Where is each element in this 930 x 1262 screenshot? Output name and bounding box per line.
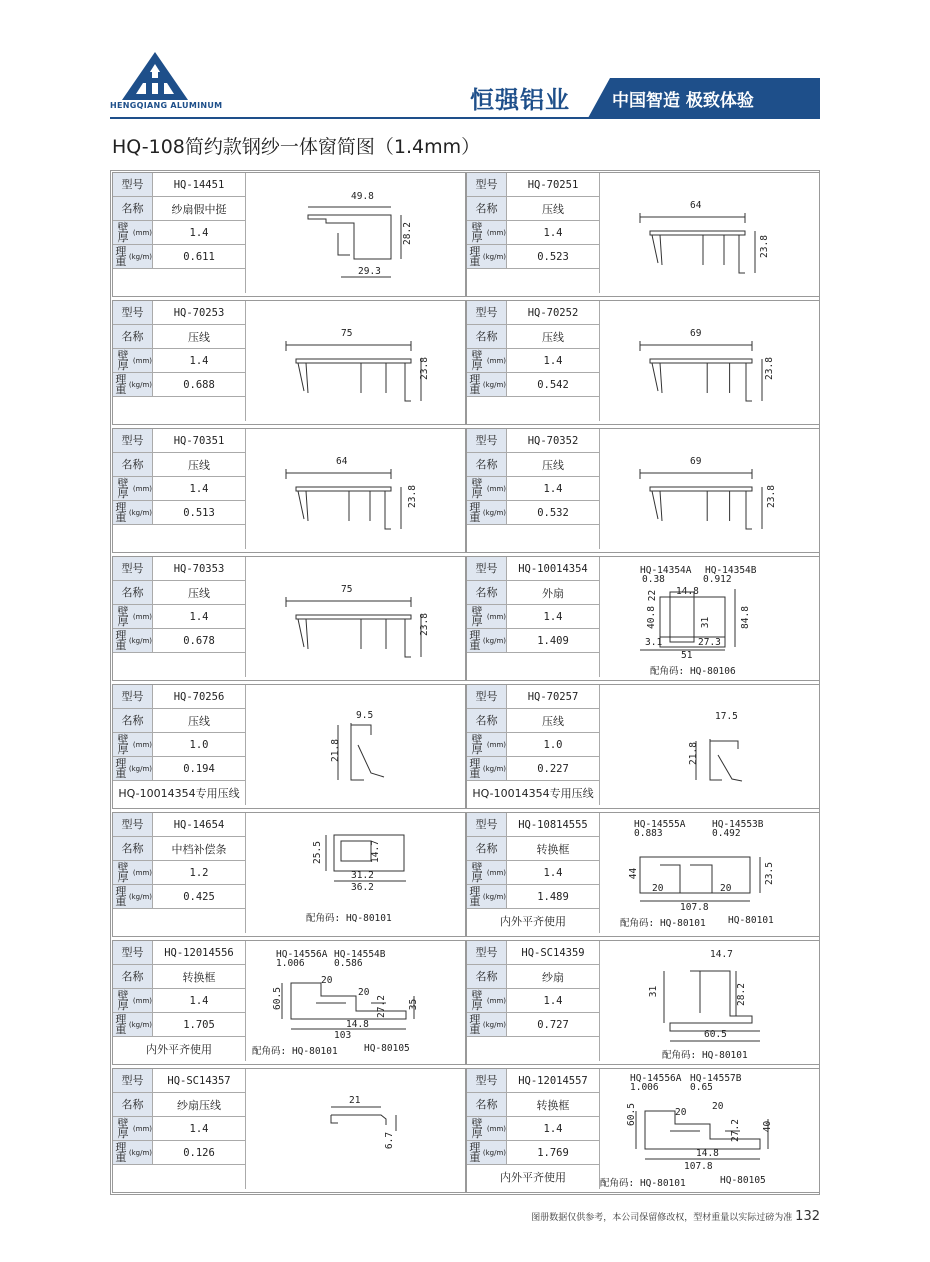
profile-drawing — [600, 685, 819, 808]
weight-label: 理重 (kg/m) — [113, 1013, 153, 1036]
dimension-label: 14.7 — [369, 840, 381, 863]
dimension-label: 31.2 — [351, 870, 374, 881]
profile-drawing — [600, 1069, 819, 1192]
dimension-label: 配角码: HQ-80101 — [252, 1046, 338, 1057]
dimension-label: 27.2 — [375, 995, 387, 1018]
profile-shape — [600, 429, 819, 552]
wall-label: 壁厚 (mm) — [113, 349, 153, 372]
profile-card — [466, 172, 820, 297]
profile-card — [112, 940, 466, 1065]
wall-value: 1.2 — [189, 866, 209, 879]
wall-value: 1.4 — [543, 994, 563, 1007]
weight-value: 0.126 — [183, 1146, 215, 1159]
name-value: 压线 — [542, 458, 564, 472]
spec-table — [467, 685, 600, 805]
weight-value: 0.542 — [537, 378, 569, 391]
wall-label: 壁厚 (mm) — [467, 477, 507, 500]
usage-note: 内外平齐使用 — [146, 1043, 212, 1056]
dimension-label: 20 — [720, 883, 732, 894]
name-value: 中档补偿条 — [171, 842, 227, 856]
dimension-label: HQ-80105 — [720, 1175, 766, 1186]
profile-shape — [600, 685, 819, 808]
model-value: HQ-70257 — [527, 690, 579, 703]
dimension-label: 23.8 — [763, 357, 775, 380]
usage-note — [113, 525, 245, 549]
profile-card — [112, 172, 466, 297]
model-value: HQ-SC14357 — [167, 1074, 231, 1087]
spec-table — [113, 685, 246, 805]
profile-card — [466, 940, 820, 1065]
weight-label: 理重 (kg/m) — [467, 1013, 507, 1036]
dimension-label: 69 — [690, 328, 702, 339]
profile-shape — [600, 173, 819, 296]
wall-value: 1.0 — [543, 738, 563, 751]
name-value: 压线 — [188, 586, 210, 600]
wall-label: 壁厚 (mm) — [113, 1117, 153, 1140]
dimension-label: 9.5 — [356, 710, 374, 721]
dimension-label: 64 — [336, 456, 348, 467]
model-label: 型号 — [113, 173, 153, 196]
name-label: 名称 — [467, 325, 507, 348]
name-label: 名称 — [467, 1093, 507, 1116]
wall-value: 1.4 — [189, 610, 209, 623]
spec-table — [467, 813, 600, 933]
profile-drawing — [246, 173, 465, 296]
dimension-label: 25.5 — [311, 841, 323, 864]
profile-shape — [246, 301, 465, 424]
name-label: 名称 — [113, 1093, 153, 1116]
profile-drawing — [246, 941, 465, 1064]
name-value: 压线 — [542, 202, 564, 216]
wall-label: 壁厚 (mm) — [467, 861, 507, 884]
dimension-label: 3.1 — [645, 637, 663, 648]
model-label: 型号 — [113, 301, 153, 324]
spec-table — [467, 301, 600, 421]
name-label: 名称 — [467, 581, 507, 604]
profile-drawing — [600, 941, 819, 1064]
spec-table — [467, 941, 600, 1061]
spec-table — [113, 173, 246, 293]
dimension-label: 103 — [334, 1030, 352, 1041]
model-label: 型号 — [467, 557, 507, 580]
name-label: 名称 — [113, 965, 153, 988]
wall-value: 1.4 — [189, 482, 209, 495]
model-label: 型号 — [467, 813, 507, 836]
spec-table — [113, 301, 246, 421]
profile-card — [466, 1068, 820, 1193]
profile-drawing — [600, 557, 819, 680]
wall-label: 壁厚 (mm) — [467, 733, 507, 756]
name-label: 名称 — [467, 965, 507, 988]
wall-value: 1.4 — [189, 994, 209, 1007]
dimension-label: 14.8 — [676, 586, 699, 597]
dimension-label: 49.8 — [351, 191, 374, 202]
spec-table — [113, 429, 246, 549]
wall-value: 1.4 — [189, 226, 209, 239]
dimension-label: 23.8 — [418, 357, 430, 380]
profile-shape — [600, 301, 819, 424]
dimension-label: HQ-80101 — [728, 915, 774, 926]
dimension-label: 14.8 — [696, 1148, 719, 1159]
header-divider — [110, 117, 820, 119]
profile-drawing — [600, 813, 819, 936]
slogan: 中国智造 极致体验 — [612, 91, 754, 111]
profile-card — [466, 428, 820, 553]
wall-value: 1.4 — [189, 354, 209, 367]
profile-drawing — [246, 1069, 465, 1192]
model-label: 型号 — [467, 173, 507, 196]
name-value: 压线 — [542, 330, 564, 344]
footer-note: 图册数据仅供参考，本公司保留修改权，型材重量以实际过磅为准 132 — [531, 1209, 820, 1224]
profile-card — [112, 556, 466, 681]
usage-note — [113, 269, 245, 293]
profile-card — [112, 428, 466, 553]
usage-note — [467, 1037, 599, 1061]
usage-note — [467, 653, 599, 677]
dimension-label: 14.8 — [346, 1019, 369, 1030]
profile-card — [112, 1068, 466, 1193]
wall-value: 1.0 — [189, 738, 209, 751]
weight-value: 0.678 — [183, 634, 215, 647]
profile-card — [112, 684, 466, 809]
dimension-label: 75 — [341, 328, 353, 339]
weight-label: 理重 (kg/m) — [113, 885, 153, 908]
dimension-label: 23.8 — [418, 613, 430, 636]
model-value: HQ-70352 — [527, 434, 579, 447]
model-label: 型号 — [113, 557, 153, 580]
weight-label: 理重 (kg/m) — [113, 245, 153, 268]
dimension-label: 22 — [647, 589, 659, 602]
dimension-label: 配角码: HQ-80101 — [306, 913, 392, 924]
dimension-label: 20 — [321, 975, 333, 986]
weight-label: 理重 (kg/m) — [467, 501, 507, 524]
spec-table — [467, 557, 600, 677]
weight-label: 理重 (kg/m) — [467, 1141, 507, 1164]
model-label: 型号 — [113, 429, 153, 452]
name-value: 转换框 — [536, 1098, 570, 1112]
wall-value: 1.4 — [543, 482, 563, 495]
wall-label: 壁厚 (mm) — [467, 989, 507, 1012]
dimension-label: 75 — [341, 584, 353, 595]
name-label: 名称 — [467, 709, 507, 732]
dimension-label: HQ-14555A — [634, 819, 686, 830]
dimension-label: 64 — [690, 200, 702, 211]
weight-value: 1.409 — [537, 634, 569, 647]
name-value: 压线 — [188, 714, 210, 728]
name-value: 纱扇压线 — [177, 1098, 221, 1112]
dimension-label: 60.5 — [625, 1103, 637, 1126]
model-value: HQ-70253 — [173, 306, 225, 319]
model-value: HQ-14654 — [173, 818, 225, 831]
profile-card — [466, 300, 820, 425]
name-label: 名称 — [113, 453, 153, 476]
usage-note: HQ-10014354专用压线 — [118, 787, 240, 800]
model-label: 型号 — [467, 941, 507, 964]
weight-value: 0.727 — [537, 1018, 569, 1031]
usage-note: 内外平齐使用 — [500, 915, 566, 928]
model-value: HQ-10014354 — [518, 562, 588, 575]
weight-label: 理重 (kg/m) — [113, 1141, 153, 1164]
spec-table — [113, 813, 246, 933]
model-value: HQ-70252 — [527, 306, 579, 319]
usage-note — [467, 397, 599, 421]
dimension-label: 44 — [628, 867, 640, 880]
wall-label: 壁厚 (mm) — [113, 733, 153, 756]
dimension-label: 51 — [681, 650, 693, 661]
profile-shape — [246, 1069, 465, 1192]
weight-label: 理重 (kg/m) — [113, 757, 153, 780]
dimension-label: 40 — [762, 1120, 774, 1133]
name-value: 纱扇假中挺 — [171, 202, 227, 216]
model-value: HQ-10814555 — [518, 818, 588, 831]
weight-value: 0.688 — [183, 378, 215, 391]
dimension-label: 84.8 — [739, 606, 751, 629]
page-title: HQ-108简约款钢纱一体窗简图（1.4mm） — [112, 136, 481, 158]
profile-card — [466, 684, 820, 809]
profile-card — [466, 812, 820, 937]
weight-label: 理重 (kg/m) — [113, 629, 153, 652]
dimension-label: 107.8 — [680, 902, 709, 913]
wall-value: 1.4 — [543, 610, 563, 623]
dimension-label: HQ-80105 — [364, 1043, 410, 1054]
dimension-label: 28.2 — [401, 222, 413, 245]
brand-name: 恒强铝业 — [470, 86, 570, 114]
dimension-label: 1.006 — [276, 958, 305, 969]
weight-label: 理重 (kg/m) — [467, 373, 507, 396]
dimension-label: 配角码: HQ-80106 — [650, 666, 736, 677]
name-label: 名称 — [113, 197, 153, 220]
profile-shape — [246, 429, 465, 552]
model-label: 型号 — [467, 1069, 507, 1092]
model-value: HQ-70251 — [527, 178, 579, 191]
name-label: 名称 — [467, 197, 507, 220]
weight-value: 0.523 — [537, 250, 569, 263]
usage-note — [113, 909, 245, 933]
dimension-label: 20 — [358, 987, 370, 998]
usage-note: 内外平齐使用 — [500, 1171, 566, 1184]
dimension-label: 0.912 — [703, 574, 732, 585]
model-value: HQ-14451 — [173, 178, 225, 191]
profile-drawing — [246, 429, 465, 552]
weight-value: 0.611 — [183, 250, 215, 263]
usage-note — [113, 653, 245, 677]
model-label: 型号 — [467, 429, 507, 452]
dimension-label: HQ-14556A — [276, 949, 328, 960]
model-value: HQ-70353 — [173, 562, 225, 575]
dimension-label: 0.883 — [634, 828, 663, 839]
dimension-label: 配角码: HQ-80101 — [662, 1050, 748, 1061]
profile-shape — [246, 557, 465, 680]
model-value: HQ-12014557 — [518, 1074, 588, 1087]
dimension-label: 107.8 — [684, 1161, 713, 1172]
name-label: 名称 — [113, 709, 153, 732]
weight-label: 理重 (kg/m) — [467, 245, 507, 268]
profile-card — [112, 300, 466, 425]
dimension-label: 27.3 — [698, 637, 721, 648]
weight-label: 理重 (kg/m) — [113, 373, 153, 396]
dimension-label: 0.38 — [642, 574, 665, 585]
dimension-label: 配角码: HQ-80101 — [620, 918, 706, 929]
wall-value: 1.4 — [543, 226, 563, 239]
profile-drawing — [246, 813, 465, 936]
wall-label: 壁厚 (mm) — [467, 1117, 507, 1140]
model-label: 型号 — [467, 301, 507, 324]
wall-label: 壁厚 (mm) — [113, 861, 153, 884]
dimension-label: 31 — [648, 985, 660, 998]
name-value: 纱扇 — [542, 970, 564, 984]
spec-table — [113, 941, 246, 1061]
dimension-label: 69 — [690, 456, 702, 467]
dimension-label: 60.5 — [704, 1029, 727, 1040]
dimension-label: 17.5 — [715, 711, 738, 722]
model-label: 型号 — [113, 941, 153, 964]
wall-label: 壁厚 (mm) — [467, 349, 507, 372]
dimension-label: 36.2 — [351, 882, 374, 893]
dimension-label: 20 — [675, 1107, 687, 1118]
model-value: HQ-SC14359 — [521, 946, 585, 959]
name-value: 压线 — [188, 330, 210, 344]
profile-shape — [246, 685, 465, 808]
name-label: 名称 — [467, 453, 507, 476]
name-value: 转换框 — [536, 842, 570, 856]
wall-label: 壁厚 (mm) — [467, 605, 507, 628]
weight-label: 理重 (kg/m) — [113, 501, 153, 524]
model-value: HQ-70351 — [173, 434, 225, 447]
wall-value: 1.4 — [543, 354, 563, 367]
wall-label: 壁厚 (mm) — [113, 605, 153, 628]
weight-value: 1.769 — [537, 1146, 569, 1159]
dimension-label: 14.7 — [710, 949, 733, 960]
usage-note — [113, 397, 245, 421]
spec-table — [113, 1069, 246, 1189]
spec-table — [467, 173, 600, 293]
name-value: 转换框 — [182, 970, 216, 984]
weight-value: 1.489 — [537, 890, 569, 903]
profile-drawing — [600, 301, 819, 424]
dimension-label: 21.8 — [329, 739, 341, 762]
profile-drawing — [246, 301, 465, 424]
name-value: 压线 — [188, 458, 210, 472]
usage-note — [467, 525, 599, 549]
wall-label: 壁厚 (mm) — [113, 221, 153, 244]
wall-value: 1.4 — [543, 866, 563, 879]
wall-label: 壁厚 (mm) — [113, 477, 153, 500]
dimension-label: 0.65 — [690, 1082, 713, 1093]
dimension-label: 23.5 — [763, 862, 775, 885]
name-value: 外扇 — [542, 586, 564, 600]
name-value: 压线 — [542, 714, 564, 728]
model-value: HQ-12014556 — [164, 946, 234, 959]
dimension-label: 23.8 — [758, 235, 770, 258]
model-label: 型号 — [113, 685, 153, 708]
dimension-label: 6.7 — [384, 1131, 396, 1150]
dimension-label: 23.8 — [406, 485, 418, 508]
profile-drawing — [600, 429, 819, 552]
logo-text: HENGQIANG ALUMINUM — [110, 101, 223, 110]
profile-drawing — [246, 685, 465, 808]
spec-table — [467, 429, 600, 549]
catalog-grid — [110, 170, 820, 1195]
weight-value: 0.513 — [183, 506, 215, 519]
dimension-label: 35 — [408, 998, 420, 1011]
profile-card — [112, 812, 466, 937]
profile-drawing — [246, 557, 465, 680]
dimension-label: 20 — [712, 1101, 724, 1112]
dimension-label: 0.492 — [712, 828, 741, 839]
dimension-label: 21.8 — [687, 742, 699, 765]
weight-value: 0.532 — [537, 506, 569, 519]
wall-value: 1.4 — [543, 1122, 563, 1135]
dimension-label: 23.8 — [765, 485, 777, 508]
profile-drawing — [600, 173, 819, 296]
model-label: 型号 — [113, 813, 153, 836]
spec-table — [467, 1069, 600, 1189]
name-label: 名称 — [113, 837, 153, 860]
model-value: HQ-70256 — [173, 690, 225, 703]
usage-note — [467, 269, 599, 293]
wall-label: 壁厚 (mm) — [113, 989, 153, 1012]
wall-value: 1.4 — [189, 1122, 209, 1135]
dimension-label: HQ-14354B — [705, 565, 757, 576]
dimension-label: HQ-14553B — [712, 819, 764, 830]
weight-label: 理重 (kg/m) — [467, 629, 507, 652]
usage-note — [113, 1165, 245, 1189]
name-label: 名称 — [113, 325, 153, 348]
weight-value: 0.194 — [183, 762, 215, 775]
dimension-label: HQ-14554B — [334, 949, 386, 960]
weight-value: 0.227 — [537, 762, 569, 775]
weight-value: 0.425 — [183, 890, 215, 903]
dimension-label: 21 — [349, 1095, 361, 1106]
model-label: 型号 — [113, 1069, 153, 1092]
dimension-label: HQ-14556A — [630, 1073, 682, 1084]
dimension-label: HQ-14557B — [690, 1073, 742, 1084]
dimension-label: 40.8 — [645, 606, 657, 629]
weight-value: 1.705 — [183, 1018, 215, 1031]
dimension-label: 配角码: HQ-80101 — [600, 1178, 686, 1189]
profile-card — [466, 556, 820, 681]
dimension-label: 1.006 — [630, 1082, 659, 1093]
name-label: 名称 — [467, 837, 507, 860]
wall-label: 壁厚 (mm) — [467, 221, 507, 244]
dimension-label: 27.2 — [729, 1119, 741, 1142]
spec-table — [113, 557, 246, 677]
name-label: 名称 — [113, 581, 153, 604]
dimension-label: 28.2 — [735, 983, 747, 1006]
weight-label: 理重 (kg/m) — [467, 885, 507, 908]
model-label: 型号 — [467, 685, 507, 708]
usage-note: HQ-10014354专用压线 — [472, 787, 594, 800]
dimension-label: 31 — [700, 616, 712, 629]
dimension-label: 29.3 — [358, 266, 381, 277]
dimension-label: 0.586 — [334, 958, 363, 969]
dimension-label: HQ-14354A — [640, 565, 692, 576]
dimension-label: 20 — [652, 883, 664, 894]
weight-label: 理重 (kg/m) — [467, 757, 507, 780]
dimension-label: 60.5 — [271, 987, 283, 1010]
